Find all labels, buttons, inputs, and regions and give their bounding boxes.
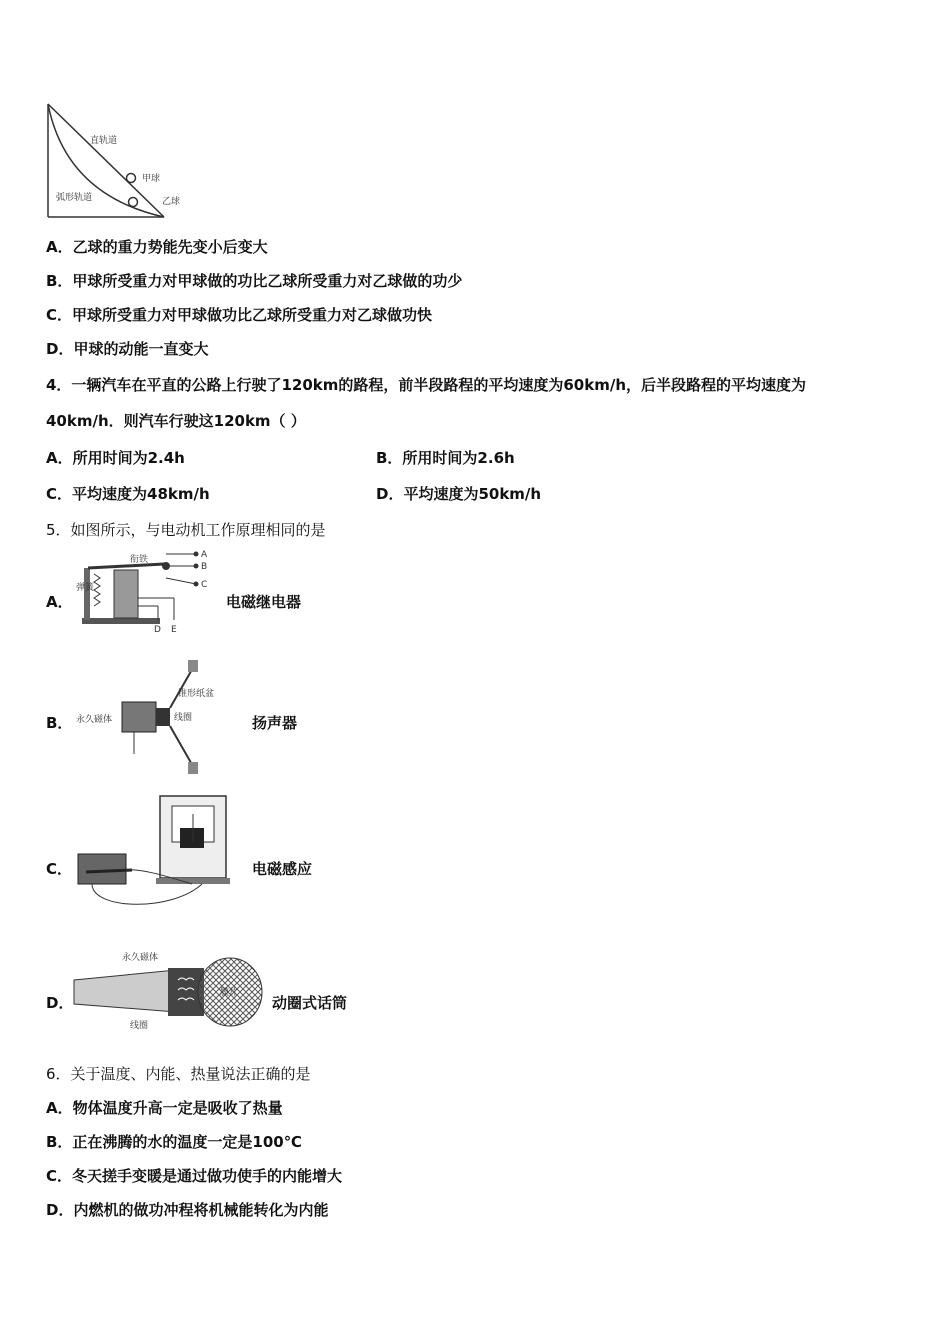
q3-option-c: C．甲球所受重力对甲球做功比乙球所受重力对乙球做功快 [46,306,433,324]
contact-wire-c [166,578,196,584]
galvanometer-window [180,828,204,848]
ball-a [127,174,136,183]
q5-option-a-letter: A． [46,593,73,611]
speaker-label-cone: 锥形纸盆 [178,689,215,699]
label-ball-a: 甲球 [142,174,161,184]
q6-option-c: C．冬天搓手变暖是通过做功使手的内能增大 [46,1167,343,1185]
q3-option-b: B．甲球所受重力对甲球做的功比乙球所受重力对乙球做的功少 [46,272,463,290]
speaker-rim-bottom [188,762,198,774]
q4-option-b: B．所用时间为2.6h [376,449,515,467]
induction-figure [72,792,232,918]
relay-contact [162,562,170,570]
relay-label-c: C [201,580,208,590]
label-curved-track: 弧形轨道 [56,193,93,203]
relay-spring [94,574,100,606]
q5-option-d-letter: D． [46,994,74,1012]
q4-option-c: C．平均速度为48km/h [46,485,210,503]
relay-base [82,618,160,624]
speaker-coil [156,708,170,726]
q3-option-d: D．甲球的动能一直变大 [46,340,209,358]
mic-label-coil: 线圈 [130,1021,149,1031]
mic-label-magnet: 永久磁体 [122,953,159,963]
relay-post [84,568,90,620]
track-figure [44,100,194,222]
label-ball-b: 乙球 [162,197,181,207]
q4-option-a: A．所用时间为2.4h [46,449,185,467]
relay-coil [114,570,138,618]
relay-label-a: A [201,550,208,560]
speaker-magnet [122,702,156,732]
q5-option-c-letter: C． [46,860,73,878]
q5-option-b-letter: B． [46,714,73,732]
mic-handle [74,970,176,1012]
q6-option-b: B．正在沸腾的水的温度一定是100℃ [46,1133,302,1151]
relay-label-b: B [201,562,208,572]
q5-option-d-caption: 动圈式话筒 [272,994,348,1012]
relay-armature-bar [88,564,164,568]
conductor-rod [86,870,132,872]
q6-option-a: A．物体温度升高一定是吸收了热量 [46,1099,283,1117]
speaker-rim-top [188,660,198,672]
microphone-figure [72,950,268,1034]
relay-figure [74,550,214,636]
q5-option-c-caption: 电磁感应 [252,860,313,878]
q4-stem-line1: 4．一辆汽车在平直的公路上行驶了120km的路程，前半段路程的平均速度为60km/h，后半段路程的平均速度为 [46,376,806,394]
relay-label-armature: 衔铁 [130,555,149,565]
q5-option-a-caption: 电磁继电器 [226,593,302,611]
relay-label-d: D [154,625,161,635]
galvanometer-base [156,878,230,884]
q4-stem-line2: 40km/h．则汽车行驶这120km（ ） [46,412,306,430]
q5-stem: 5．如图所示，与电动机工作原理相同的是 [46,521,326,539]
speaker-label-magnet: 永久磁体 [76,715,113,725]
relay-label-e: E [171,625,177,635]
mic-label-diaphragm: 膜片 [220,988,239,998]
q6-stem: 6．关于温度、内能、热量说法正确的是 [46,1065,311,1083]
q4-option-d: D．平均速度为50km/h [376,485,542,503]
q3-option-a: A．乙球的重力势能先变小后变大 [46,238,268,256]
q6-option-d: D．内燃机的做功冲程将机械能转化为内能 [46,1201,329,1219]
relay-label-spring: 弹簧 [76,583,95,593]
horseshoe-magnet [78,854,126,884]
q5-option-b-caption: 扬声器 [252,714,298,732]
speaker-cone-top [170,666,194,708]
ball-b [129,198,138,207]
speaker-figure [74,656,244,780]
speaker-label-coil: 线圈 [174,713,193,723]
label-straight-track: 直轨道 [90,136,118,146]
speaker-cone-bottom [170,726,194,768]
